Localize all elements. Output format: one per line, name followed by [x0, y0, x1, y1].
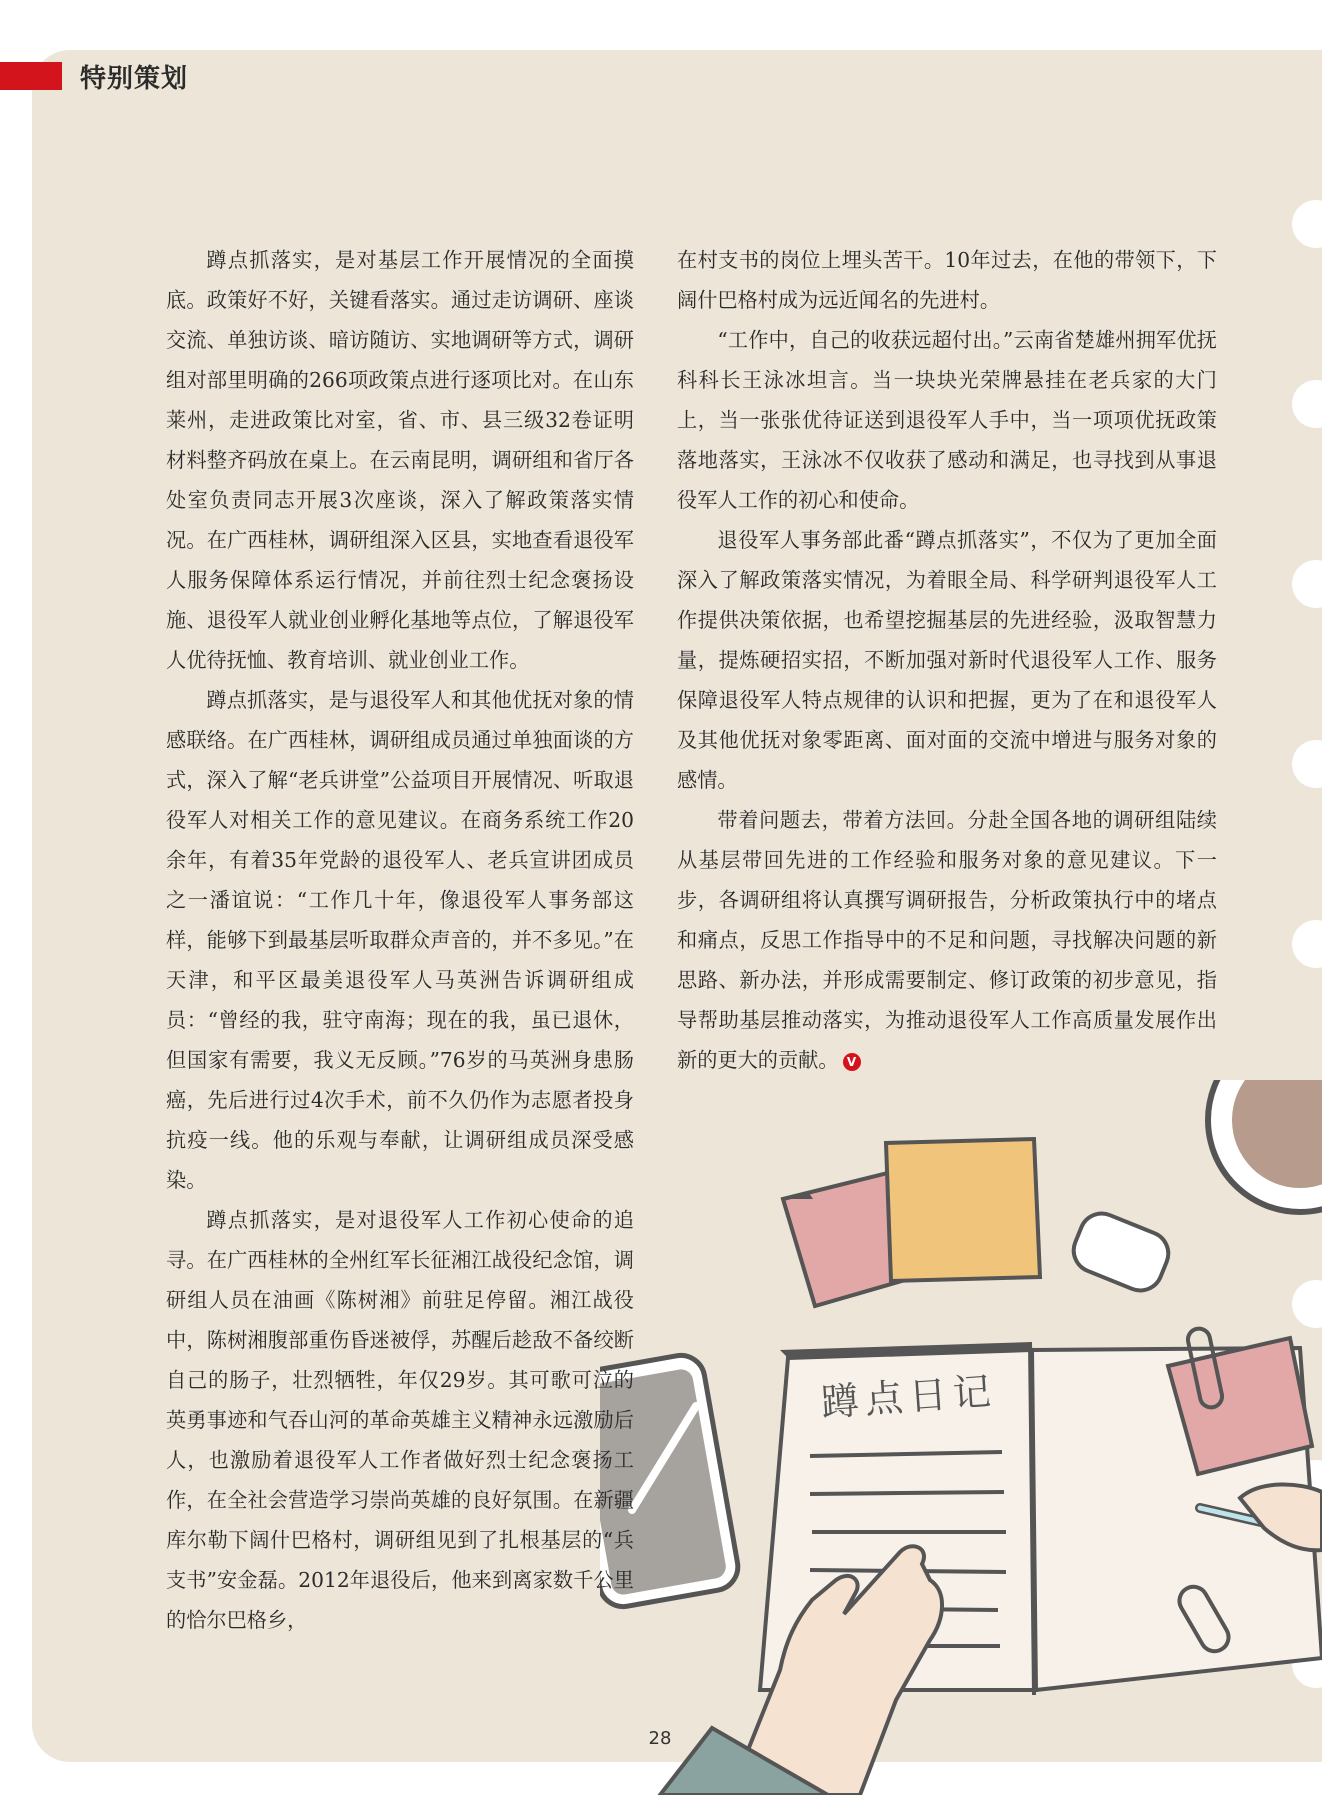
page-edge-notch: [1292, 740, 1322, 788]
paragraph: 蹲点抓落实，是对退役军人工作初心使命的追寻。在广西桂林的全州红军长征湘江战役纪念馆，调研组人员在油画《陈树湘》前驻足停留。湘江战役中，陈树湘腹部重伤昏迷被俘，苏醒后趁敌不备绞断自己的肠子，壮烈牺牲，年仅29岁。其可歌可泣的英勇事迹和气吞山河的革命英雄主义精神永远激励后人，也激励着退役军人工作者做好烈士纪念褒扬工作，在全社会营造学习崇尚英雄的良好氛围。在新疆库尔勒下阔什巴格村，调研组见到了扎根基层的“兵支书”安金磊。2012年退役后，他来到离家数千公里的恰尔巴格乡，: [166, 1208, 634, 1632]
section-title: 特别策划: [80, 64, 189, 94]
page-edge-notch: [1292, 560, 1322, 608]
paragraph: 蹲点抓落实，是对基层工作开展情况的全面摸底。政策好不好，关键看落实。通过走访调研、座谈交流、单独访谈、暗访随访、实地调研等方式，调研组对部里明确的266项政策点进行逐项比对。在山东莱州，走进政策比对室，省、市、县三级32卷证明材料整齐码放在桌上。在云南昆明，调研组和省厅各处室负责同志开展3次座谈，深入了解政策落实情况。在广西桂林，调研组深入区县，实地查看退役军人服务保障体系运行情况，并前往烈士纪念褒扬设施、退役军人就业创业孵化基地等点位，了解退役军人优待抚恤、教育培训、就业创业工作。: [166, 248, 634, 672]
page-number: 28: [648, 1728, 672, 1749]
page-edge-notch: [1292, 920, 1322, 968]
eraser-icon: [1067, 1207, 1175, 1297]
article-left-column: [166, 240, 634, 1640]
desk-illustration: [600, 1080, 1322, 1795]
section-marker: [0, 62, 62, 90]
paragraph: “工作中，自己的收获远超付出。”云南省楚雄州拥军优抚科科长王泳冰坦言。当一块块光荣牌悬挂在老兵家的大门上，当一张张优待证送到退役军人手中，当一项项优抚政策落地落实，王泳冰不仅收获了感动和满足，也寻找到从事退役军人工作的初心和使命。: [677, 328, 1217, 512]
paragraph-text: 带着问题去，带着方法回。分赴全国各地的调研组陆续从基层带回先进的工作经验和服务对象的意见建议。下一步，各调研组将认真撰写调研报告，分析政策执行中的堵点和痛点，反思工作指导中的不足和问题，寻找解决问题的新思路、新办法，并形成需要制定、修订政策的初步意见，指导帮助基层推动落实，为推动退役军人工作高质量发展作出新的更大的贡献。: [677, 808, 1217, 1072]
paragraph: 蹲点抓落实，是与退役军人和其他优抚对象的情感联络。在广西桂林，调研组成员通过单独面谈的方式，深入了解“老兵讲堂”公益项目开展情况、听取退役军人对相关工作的意见建议。在商务系统工作20余年，有着35年党龄的退役军人、老兵宣讲团成员之一潘谊说：“工作几十年，像退役军人事务部这样，能够下到最基层听取群众声音的，并不多见。”在天津，和平区最美退役军人马英洲告诉调研组成员：“曾经的我，驻守南海；现在的我，虽已退休，但国家有需要，我义无反顾。”76岁的马英洲身患肠癌，先后进行过4次手术，前不久仍作为志愿者投身抗疫一线。他的乐观与奉献，让调研组成员深受感染。: [166, 688, 634, 1192]
end-mark-icon: V: [843, 1053, 861, 1071]
paragraph: 在村支书的岗位上埋头苦干。10年过去，在他的带领下，下阔什巴格村成为远近闻名的先进村。: [677, 248, 1217, 312]
yellow-sticky-note: [886, 1139, 1040, 1281]
paragraph-last: [677, 800, 1217, 1080]
notebook-title: 蹲点日记: [819, 1368, 999, 1425]
article-right-column: [677, 240, 1217, 1080]
page-edge-notch: [1292, 380, 1322, 428]
coffee-cup-icon: [1208, 1080, 1322, 1212]
page-edge-notch: [1292, 200, 1322, 248]
paragraph: 退役军人事务部此番“蹲点抓落实”，不仅为了更加全面深入了解政策落实情况，为着眼全局、科学研判退役军人工作提供决策依据，也希望挖掘基层的先进经验，汲取智慧力量，提炼硬招实招，不断加强对新时代退役军人工作、服务保障退役军人特点规律的认识和把握，更为了在和退役军人及其他优抚对象零距离、面对面的交流中增进与服务对象的感情。: [677, 528, 1217, 792]
